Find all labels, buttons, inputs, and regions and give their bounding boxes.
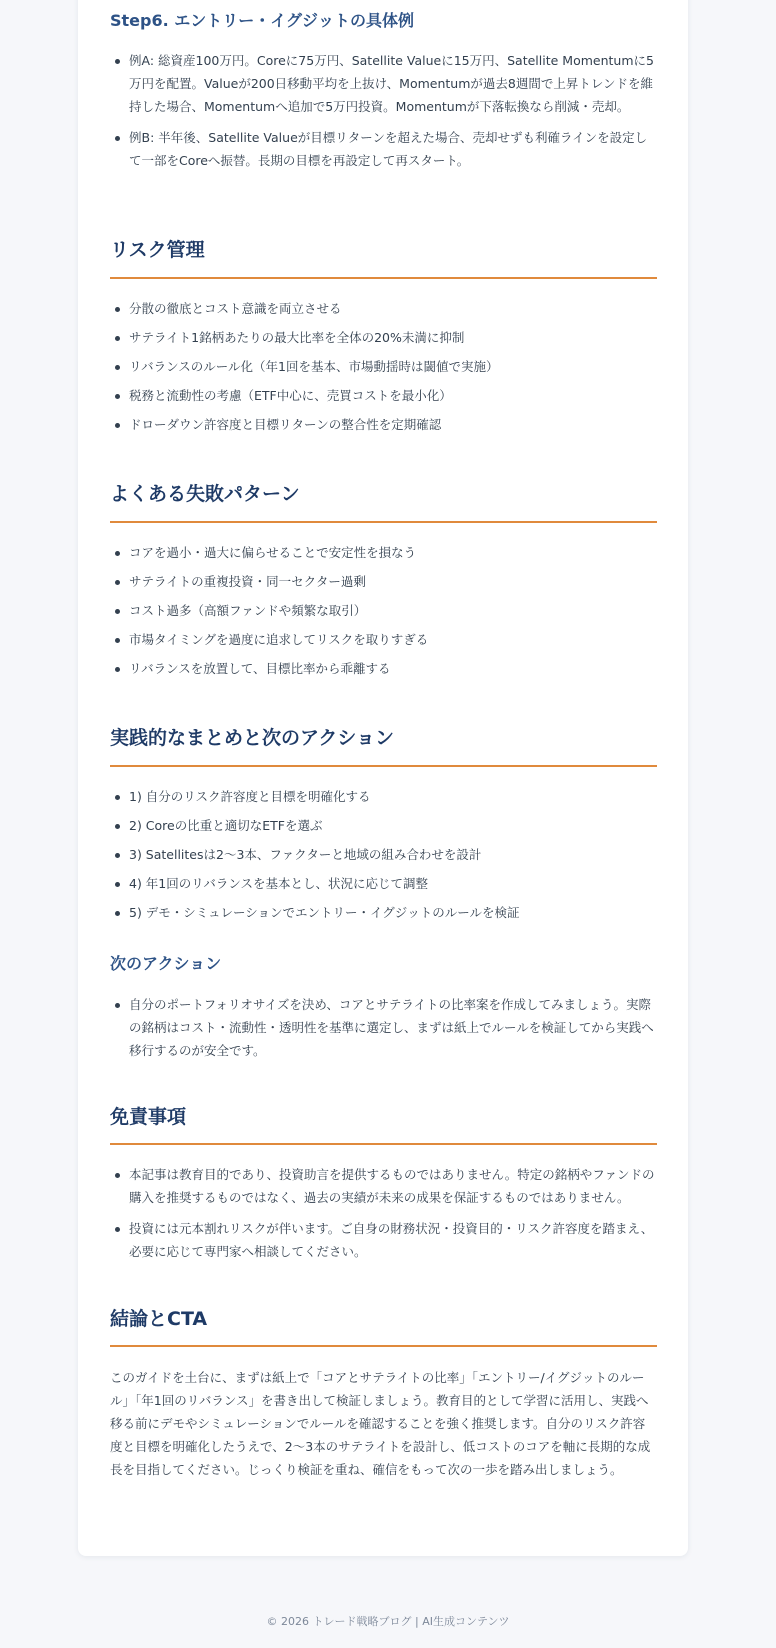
summary-list	[110, 785, 657, 924]
summary-heading: 実践的なまとめと次のアクション	[110, 727, 395, 749]
section-divider	[110, 1345, 657, 1347]
list-item: 投資には元本割れリスクが伴います。ご自身の財務状況・投資目的・リスク許容度を踏まえ、必要に応じて専門家へ相談してください。	[110, 1217, 657, 1263]
failures-heading: よくある失敗パターン	[110, 483, 300, 505]
list-item: 分散の徹底とコスト意識を両立させる	[110, 297, 657, 320]
section-divider	[110, 277, 657, 279]
list-item: 3) Satellitesは2〜3本、ファクターと地域の組み合わせを設計	[110, 843, 657, 866]
disclaimer-list	[110, 1163, 657, 1263]
list-item: 例B: 半年後、Satellite Valueが目標リターンを超えた場合、売却せずも利確ラインを設定して一部をCoreへ振替。長期の目標を再設定して再スタート。	[110, 126, 657, 172]
next-action-heading: 次のアクション	[110, 954, 222, 973]
step6-list	[110, 49, 657, 172]
list-item: リバランスのルール化（年1回を基本、市場動揺時は閾値で実施）	[110, 355, 657, 378]
disclaimer-heading: 免責事項	[110, 1106, 187, 1128]
list-item: 本記事は教育目的であり、投資助言を提供するものではありません。特定の銘柄やファンドの購入を推奨するものではなく、過去の実績が未来の成果を保証するものではありません。	[110, 1163, 657, 1209]
list-item: 自分のポートフォリオサイズを決め、コアとサテライトの比率案を作成してみましょう。実際の銘柄はコスト・流動性・透明性を基準に選定し、まずは紙上でルールを検証してから実践へ移行するのが安全です。	[110, 993, 657, 1062]
list-item: 例A: 総資産100万円。Coreに75万円、Satellite Valueに15万円、Satellite Momentumに5万円を配置。Valueが200日移動平均を上抜け、Momentumが過去8週間で上昇トレンドを維持した場合、Momentumへ追加で5万円投資。Momentumが下落転換なら削減・売却。	[110, 49, 657, 118]
footer-copyright: © 2026 トレード戦略ブログ | AI生成コンテンツ	[266, 1615, 510, 1628]
section-divider	[110, 521, 657, 523]
list-item: 5) デモ・シミュレーションでエントリー・イグジットのルールを検証	[110, 901, 657, 924]
list-item: コスト過多（高額ファンドや頻繁な取引）	[110, 599, 657, 622]
list-item: 4) 年1回のリバランスを基本とし、状況に応じて調整	[110, 872, 657, 895]
step6-heading: Step6. エントリー・イグジットの具体例	[110, 11, 414, 30]
failures-list	[110, 541, 657, 680]
list-item: 1) 自分のリスク許容度と目標を明確化する	[110, 785, 657, 808]
next-action-list	[110, 993, 657, 1062]
list-item: 2) Coreの比重と適切なETFを選ぶ	[110, 814, 657, 837]
section-divider	[110, 1143, 657, 1145]
list-item: ドローダウン許容度と目標リターンの整合性を定期確認	[110, 413, 657, 436]
conclusion-body: このガイドを土台に、まずは紙上で「コアとサテライトの比率」「エントリー/イグジットのルール」「年1回のリバランス」を書き出して検証しましょう。教育目的として学習に活用し、実践へ移る前にデモやシミュレーションでルールを確認することを強く推奨します。自分のリスク許容度と目標を明確化したうえで、2〜3本のサテライトを設計し、低コストのコアを軸に長期的な成長を目指してください。じっくり検証を重ね、確信をもって次の一歩を踏み出しましょう。	[110, 1370, 651, 1477]
list-item: サテライトの重複投資・同一セクター過剰	[110, 570, 657, 593]
conclusion-heading: 結論とCTA	[110, 1308, 208, 1330]
risk-heading: リスク管理	[110, 239, 205, 261]
list-item: コアを過小・過大に偏らせることで安定性を損なう	[110, 541, 657, 564]
list-item: 税務と流動性の考慮（ETF中心に、売買コストを最小化）	[110, 384, 657, 407]
risk-list	[110, 297, 657, 436]
list-item: 市場タイミングを過度に追求してリスクを取りすぎる	[110, 628, 657, 651]
section-divider	[110, 765, 657, 767]
list-item: リバランスを放置して、目標比率から乖離する	[110, 657, 657, 680]
list-item: サテライト1銘柄あたりの最大比率を全体の20%未満に抑制	[110, 326, 657, 349]
